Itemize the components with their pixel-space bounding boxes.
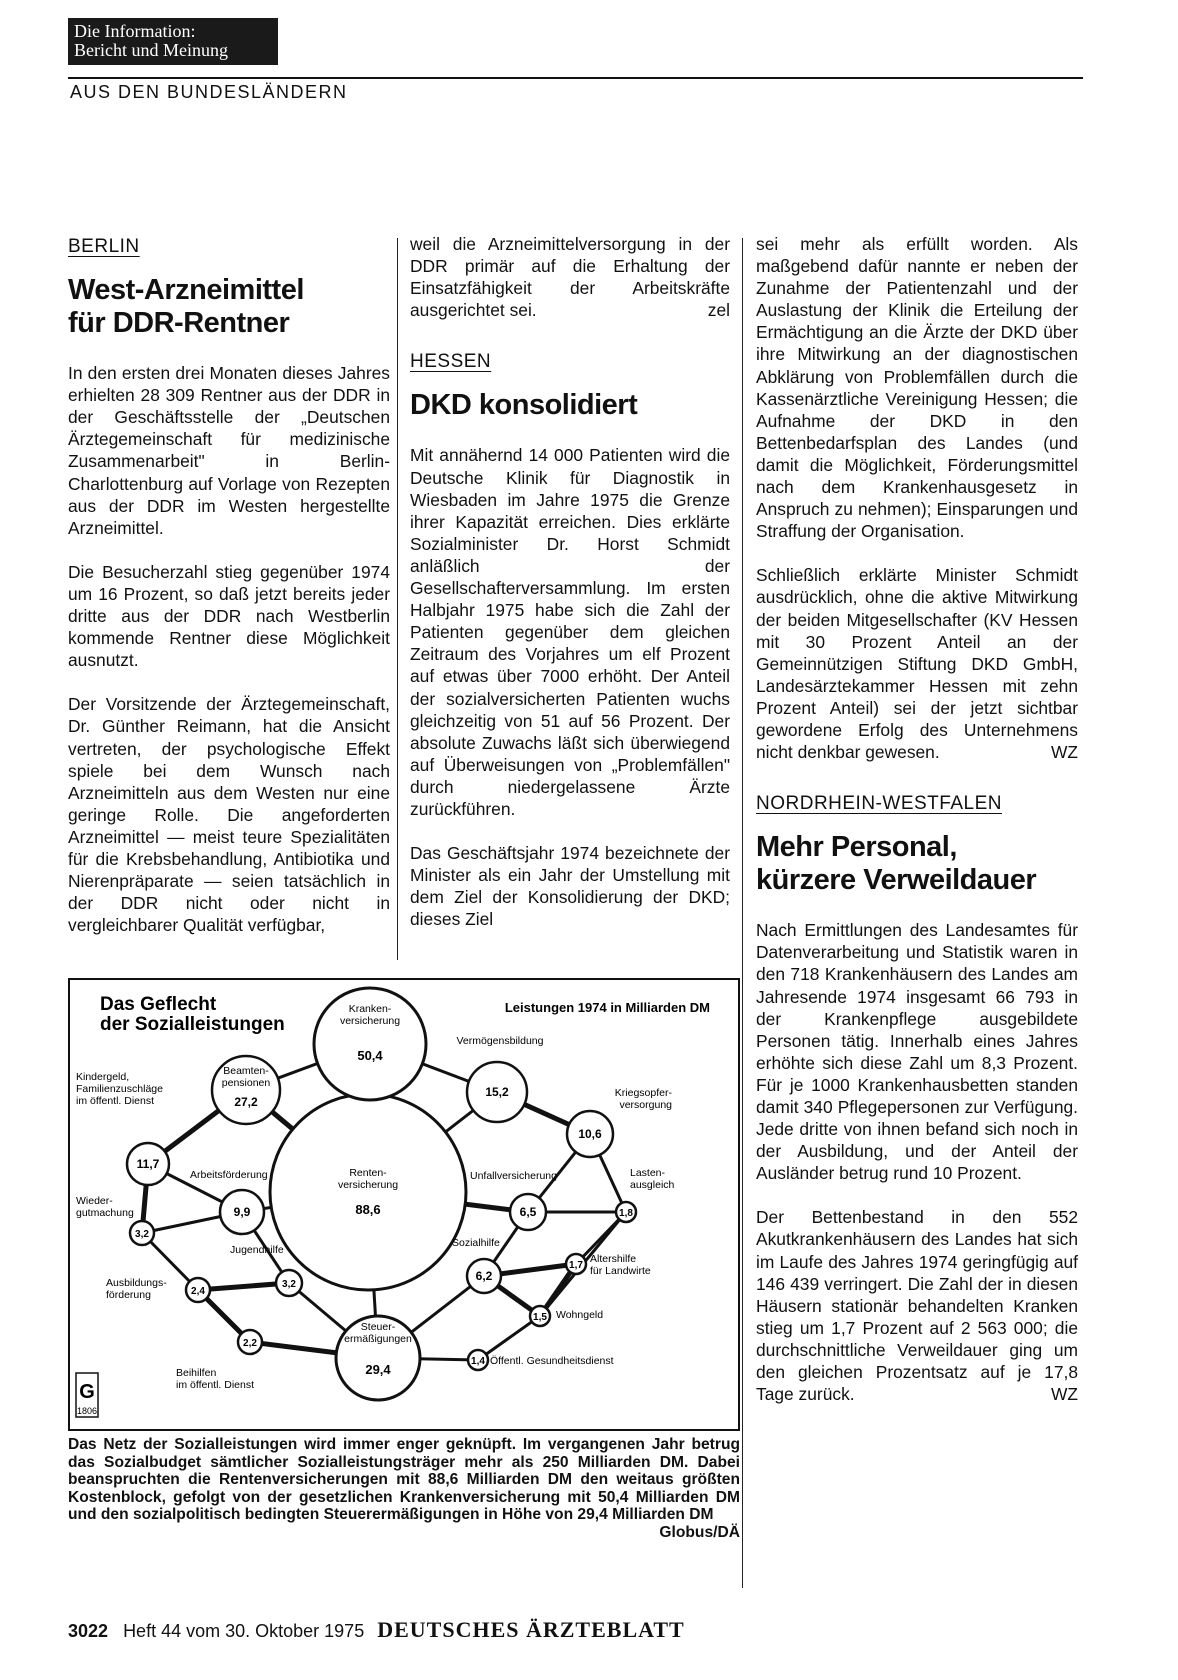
node-value-9: 6,2 bbox=[475, 1269, 493, 1283]
region-nrw: NORDRHEIN-WESTFALEN bbox=[756, 793, 1002, 815]
globus-logo-id: 1806 bbox=[76, 1406, 98, 1416]
hessen-paragraph-3: sei mehr als erfüllt worden. Als maßgebend dafür nannte er neben der Zunahme der Patientenzahl und der Auslastung der Klinik die Erteilung der Ermächtigung an die Ärzte der DKD über ihre Mitwirkung an der diagnostischen Abklärung von Problemfällen durch die Kassenärztliche Vereinigung Hessen; die Aufnahme der DKD in den Bettenbedarfsplan des Landes (und damit die Möglichkeit, Förderungsmittel nach dem Krankenhausgesetz in Anspruch zu nehmen); Einsparungen und Straffung der Organisation. bbox=[756, 234, 1078, 542]
column-rule-1 bbox=[397, 238, 398, 960]
link-16-17 bbox=[478, 1316, 540, 1360]
node-value-10: 3,2 bbox=[135, 1229, 149, 1240]
node-value-0: 88,6 bbox=[355, 1202, 381, 1217]
node-label-5-0: Kindergeld, bbox=[76, 1071, 130, 1083]
node-label-14-0: Lasten- bbox=[630, 1167, 666, 1179]
node-label-2-0: Steuer- bbox=[360, 1321, 396, 1333]
node-label-12-1: förderung bbox=[106, 1289, 151, 1301]
node-value-1: 50,4 bbox=[357, 1048, 383, 1063]
journal-name: DEUTSCHES ÄRZTEBLATT bbox=[377, 1617, 685, 1642]
node-value-3: 27,2 bbox=[234, 1095, 258, 1109]
node-label-10-0: Wieder- bbox=[76, 1195, 113, 1207]
node-value-16: 1,5 bbox=[533, 1312, 547, 1323]
network-diagram bbox=[70, 980, 738, 1429]
berlin-paragraph-4 bbox=[410, 233, 730, 321]
region-berlin: BERLIN bbox=[68, 236, 140, 257]
page-number: 3022 bbox=[68, 1621, 109, 1641]
hessen-paragraph-4-text: Schließlich erklärte Minister Schmidt ausdrücklich, ohne die aktive Mitwirkung der beiden Mitgesellschafter (KV Hessen mit 30 Prozent Anteil an der Gemeinnützigen Stiftung DKD GmbH, Landesärztekammer Hessen mit zehn Prozent Anteil) sei der jetzt sichtbar gewordene Erfolg des Unternehmens nicht denkbar gewesen. bbox=[756, 565, 1078, 763]
berlin-signature: zel bbox=[707, 300, 730, 321]
node-label-5-1: Familienzuschläge bbox=[76, 1083, 163, 1095]
masthead bbox=[68, 18, 278, 65]
node-label-14-1: ausgleich bbox=[630, 1179, 675, 1191]
headline-nrw bbox=[756, 831, 1078, 897]
node-label-17-0: Öffentl. Gesundheitsdienst bbox=[490, 1355, 614, 1367]
figure-caption bbox=[68, 1436, 740, 1542]
node-label-16-0: Wohngeld bbox=[556, 1309, 604, 1321]
node-value-4: 15,2 bbox=[485, 1085, 509, 1099]
figure-sozialleistungen bbox=[68, 978, 740, 1431]
node-label-6-1: versorgung bbox=[619, 1099, 672, 1111]
nrw-paragraph-2-text: Der Bettenbestand in den 552 Akutkrankenhäusern des Landes hat sich im Laufe des Jahres 1974 geringfügig auf 146 439 verringert. Die Zahl der in diesen Häusern stationär behandelten Kranken stieg um 1,7 Prozent auf 2 563 000; die durchschnittliche Verweildauer ging um den gleichen Prozentsatz auf je 17,8 Tage zurück. bbox=[756, 1207, 1078, 1405]
node-label-15-0: Altershilfe bbox=[590, 1253, 637, 1265]
masthead-line-2: Bericht und Meinung bbox=[74, 40, 228, 60]
node-label-1-1: versicherung bbox=[339, 1015, 401, 1027]
masthead-line-1: Die Information: bbox=[74, 21, 196, 41]
issue-info: Heft 44 vom 30. Oktober 1975 bbox=[123, 1621, 365, 1641]
hessen-paragraph-4 bbox=[756, 564, 1078, 763]
node-label-5-2: im öffentl. Dienst bbox=[76, 1095, 155, 1107]
berlin-paragraph-1: In den ersten drei Monaten dieses Jahres erhielten 28 309 Rentner aus der DDR in der Geschäftsstelle der „Deutschen Ärztegemeinschaft für medizinische Zusammenarbeit" in Berlin-Charlottenburg auf Vorlage von Rezepten aus der DDR im Westen hergestellte Arzneimittel. bbox=[68, 363, 390, 538]
globus-logo-icon bbox=[76, 1373, 98, 1417]
caption-credit: Globus/DÄ bbox=[659, 1523, 740, 1541]
headline-berlin bbox=[68, 274, 390, 340]
hessen-paragraph-1: Mit annähernd 14 000 Patienten wird die Deutsche Klinik für Diagnostik in Wiesbaden im Jahre 1975 die Grenze ihrer Kapazität erreichen. Dies erklärte Sozialminister Dr. Horst Schmidt anläßlich der Gesellschafterversammlung. Im ersten Halbjahr 1975 habe sich die Zahl der Patienten gegenüber dem gleichen Zeitraum des Vorjahres um elf Prozent auf etwas über 7000 erhöht. Der Anteil der sozialversicherten Patienten wuchs gleichzeitig von 51 auf 56 Prozent. Der absolute Zuwachs läßt sich überwiegend auf Überweisungen von „Problemfällen" durch niedergelassene Ärzte zurückführen. bbox=[410, 445, 730, 819]
figure-title-line-1: Das Geflecht bbox=[100, 994, 217, 1015]
berlin-paragraph-4-text: weil die Arzneimittelversorgung in der DDR primär auf die Erhaltung der Einsatzfähigkeit der Arbeitskräfte ausgerichtet sei. bbox=[410, 234, 730, 321]
column-2 bbox=[410, 233, 730, 930]
node-value-13: 2,2 bbox=[243, 1338, 257, 1349]
section-heading: AUS DEN BUNDESLÄNDERN bbox=[70, 82, 348, 102]
node-label-2-1: ermäßigungen bbox=[344, 1333, 412, 1345]
node-label-13-1: im öffentl. Dienst bbox=[176, 1379, 255, 1391]
figure-title-line-2: der Sozialleistungen bbox=[100, 1014, 285, 1035]
headline-nrw-line-1: Mehr Personal, bbox=[756, 831, 957, 864]
page-footer bbox=[68, 1617, 685, 1643]
header-rule bbox=[68, 77, 1083, 79]
node-label-3-1: pensionen bbox=[221, 1077, 271, 1089]
node-label-1-0: Kranken- bbox=[348, 1003, 392, 1015]
node-circle-0 bbox=[270, 1094, 466, 1290]
figure-subtitle: Leistungen 1974 in Milliarden DM bbox=[504, 1000, 710, 1015]
column-rule-2 bbox=[742, 238, 743, 1588]
berlin-paragraph-3: Der Vorsitzende der Ärztegemeinschaft, Dr. Günther Reimann, hat die Ansicht vertreten, der psychologische Effekt spiele bei dem Wunsch nach Arzneimitteln aus dem Westen nur eine geringe Rolle. Die angeforderten Arzneimittel — meist teure Spezialitäten für die Krebsbehandlung, Antibiotika und Nierenpräparate — seien tatsächlich in der DDR nicht oder nicht in vergleichbarer Qualität verfügbar, bbox=[68, 694, 390, 936]
node-value-14: 1,8 bbox=[619, 1208, 633, 1219]
node-value-12: 2,4 bbox=[191, 1286, 205, 1297]
node-label-6-0: Kriegsopfer- bbox=[614, 1087, 672, 1099]
node-label-15-1: für Landwirte bbox=[590, 1265, 651, 1277]
node-label-9-0: Sozialhilfe bbox=[452, 1237, 500, 1249]
node-label-11-0: Jugendhilfe bbox=[230, 1244, 284, 1256]
node-value-8: 6,5 bbox=[519, 1205, 537, 1219]
node-value-2: 29,4 bbox=[365, 1362, 391, 1377]
nrw-signature: WZ bbox=[1050, 1384, 1078, 1405]
headline-berlin-line-2: für DDR-Rentner bbox=[68, 307, 290, 340]
node-label-7-0: Arbeitsförderung bbox=[190, 1169, 268, 1181]
node-label-0-0: Renten- bbox=[349, 1167, 387, 1179]
node-value-11: 3,2 bbox=[282, 1279, 296, 1290]
node-label-4-0: Vermögensbildung bbox=[456, 1035, 544, 1047]
nrw-paragraph-1: Nach Ermittlungen des Landesamtes für Datenverarbeitung und Statistik waren in den 718 Krankenhäusern des Landes am Jahresende 1974 insgesamt 66 793 in der Krankenpflege ausgebildete Personen tätig. Innerhalb eines Jahres erhöhte sich diese Zahl um 8,3 Prozent. Für je 1000 Krankenhausbetten standen damit 340 Pflegepersonen zur Verfügung. Jede dritte von ihnen befand sich noch in der Ausbildung, und der Anteil der Ausländer betrug rund 10 Prozent. bbox=[756, 920, 1078, 1184]
column-3 bbox=[756, 233, 1078, 1405]
region-hessen: HESSEN bbox=[410, 351, 492, 373]
node-value-15: 1,7 bbox=[569, 1260, 583, 1271]
node-label-13-0: Beihilfen bbox=[176, 1367, 217, 1379]
headline-hessen: DKD konsolidiert bbox=[410, 389, 638, 422]
headline-berlin-line-1: West-Arzneimittel bbox=[68, 274, 304, 307]
hessen-paragraph-2: Das Geschäftsjahr 1974 bezeichnete der Minister als ein Jahr der Umstellung mit dem Ziel der Konsolidierung der DKD; dieses Ziel bbox=[410, 843, 730, 930]
svg-text:G: G bbox=[79, 1381, 95, 1403]
node-value-5: 11,7 bbox=[136, 1157, 160, 1171]
nrw-paragraph-2 bbox=[756, 1206, 1078, 1405]
node-value-17: 1,4 bbox=[471, 1356, 485, 1367]
caption-text: Das Netz der Sozialleistungen wird immer enger geknüpft. Im vergangenen Jahr betrug das Sozialbudget sämtlicher Sozialleistungsträger mehr als 250 Milliarden DM. Dabei beanspruchten die Rentenversicherungen mit 88,6 Milliarden DM den weitaus größten Kostenblock, gefolgt von der gesetzlichen Krankenversicherung mit 50,4 Milliarden DM und den sozialpolitisch bedingten Steuerermäßigungen in Höhe von 29,4 Milliarden DM bbox=[68, 1436, 740, 1524]
node-label-3-0: Beamten- bbox=[223, 1065, 269, 1077]
berlin-paragraph-2: Die Besucherzahl stieg gegenüber 1974 um 16 Prozent, so daß jetzt bereits jeder dritte aus der DDR nach Westberlin kommende Rentner diese Möglichkeit ausnutzt. bbox=[68, 561, 390, 671]
node-label-10-1: gutmachung bbox=[76, 1207, 134, 1219]
node-label-12-0: Ausbildungs- bbox=[106, 1277, 167, 1289]
node-value-6: 10,6 bbox=[578, 1127, 602, 1141]
node-label-0-1: versicherung bbox=[337, 1179, 399, 1191]
hessen-signature: WZ bbox=[1050, 742, 1078, 763]
node-label-8-0: Unfallversicherung bbox=[470, 1170, 557, 1182]
headline-nrw-line-2: kürzere Verweildauer bbox=[756, 864, 1037, 897]
node-value-7: 9,9 bbox=[233, 1205, 251, 1219]
column-1 bbox=[68, 236, 390, 936]
